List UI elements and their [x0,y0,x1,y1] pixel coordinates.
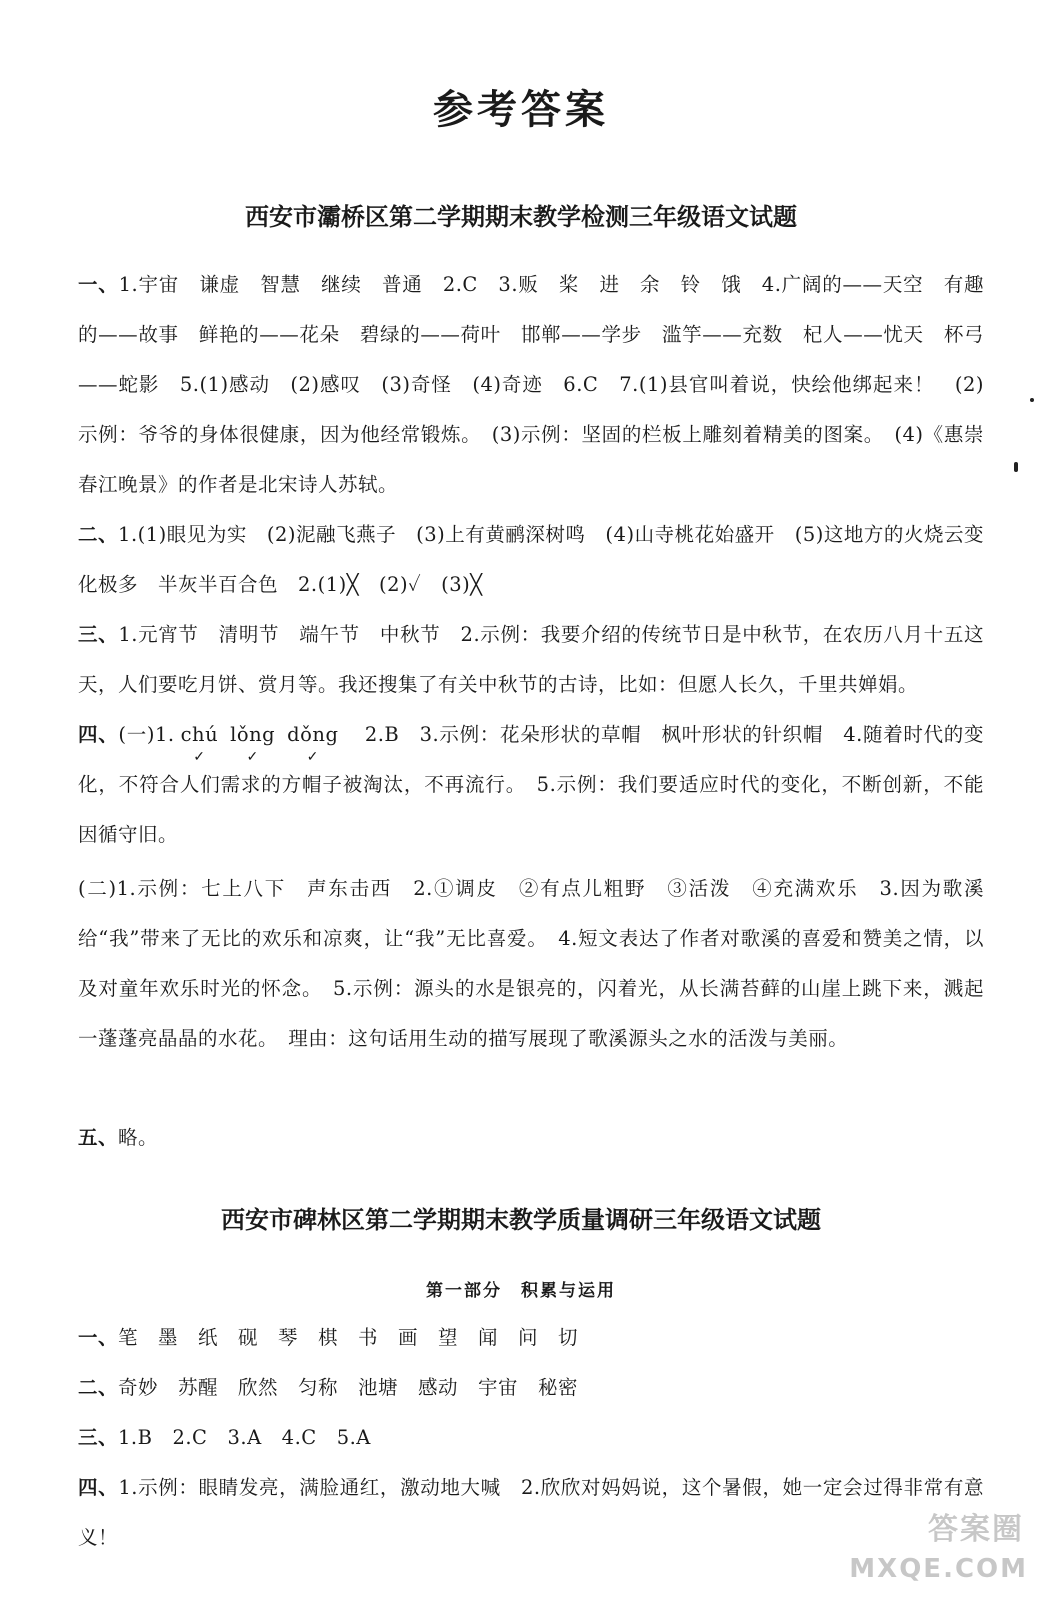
answer-text: 略。 [118,1126,159,1149]
answer-text: 笔 墨 纸 砚 琴 棋 书 画 望 闻 问 切 [118,1326,579,1349]
answer-text: 1.示例：眼睛发亮，满脸通红，激动地大喊 2.欣欣对妈妈说，这个暑假，她一定会过得非常有意义！ [78,1476,984,1549]
pinyin-syllable: lǒng ✓ [230,710,275,760]
answer-text: 1.元宵节 清明节 端午节 中秋节 2.示例：我要介绍的传统节日是中秋节，在农历八月十五这天，人们要吃月饼、赏月等。我还搜集了有关中秋节的古诗，比如：但愿人长久，千里共婵娟。 [78,623,984,696]
page-title: 参考答案 [433,86,609,133]
answer-block-4b [78,864,984,1064]
part-heading: 第一部分 积累与运用 [426,1281,616,1301]
question-number: 五、 [78,1126,119,1149]
scan-speck [1030,398,1034,402]
check-mark-icon: ✓ [193,749,206,765]
answer-block-b1 [78,1313,984,1363]
question-number: 二、 [78,1376,119,1399]
question-number: 二、 [78,523,119,546]
answer-block-4a [78,710,984,860]
answer-block-b3 [78,1413,984,1463]
pinyin-syllable: chú ✓ [181,710,219,760]
watermark-text-top: 答案圈 [928,1512,1024,1547]
pinyin-syllable: dǒng ✓ [287,710,338,760]
question-number: 四、 [78,723,119,746]
section-heading-beilin: 西安市碑林区第二学期期末教学质量调研三年级语文试题 [221,1206,821,1234]
answer-block-3 [78,610,984,710]
section-heading-baqiao: 西安市灞桥区第二学期期末教学检测三年级语文试题 [245,203,797,231]
answer-block-2 [78,510,984,610]
answer-text: (一)1. [118,723,175,746]
watermark-text-bottom: MXQE.COM [849,1554,1028,1584]
answer-block-b2 [78,1363,984,1413]
answer-text: 1.(1)眼见为实 (2)泥融飞燕子 (3)上有黄鹂深树鸣 (4)山寺桃花始盛开 (5)这地方的火烧云变化极多 半灰半百合色 2.(1)╳ (2)✓ (3)╳ [78,523,984,596]
scan-speck [1014,462,1018,472]
answer-block-b4 [78,1463,984,1563]
answer-text: 1.B 2.C 3.A 4.C 5.A [118,1426,371,1449]
check-mark-icon: ✓ [246,749,259,765]
check-mark-icon: ✓ [306,749,319,765]
question-number: 三、 [78,623,119,646]
answer-block-1 [78,260,984,510]
question-number: 一、 [78,1326,119,1349]
answer-text: 奇妙 苏醒 欣然 匀称 池塘 感动 宇宙 秘密 [118,1376,579,1399]
answer-block-5 [78,1113,984,1163]
watermark-logo [849,1504,1032,1594]
question-number: 四、 [78,1476,119,1499]
question-number: 一、 [78,273,119,296]
answer-text: 1.宇宙 谦虚 智慧 继续 普通 2.C 3.贩 桨 进 余 铃 饿 4.广阔的——天空 有趣的——故事 鲜艳的——花朵 碧绿的——荷叶 邯郸——学步 滥竽——充数 杞人——忧天 杯弓——蛇影 5.(1)感动 (2)感叹 (3)奇怪 (4)奇迹 6.C 7.(1)县官叫着说，快绘他绑起来！ (2)示例：爷爷的身体很健康，因为他经常锻炼。 (3)示例：坚固的栏板上雕刻着精美的图案。 (4)《惠崇春江晚景》的作者是北宋诗人苏轼。 [78,273,984,496]
question-number: 三、 [78,1426,119,1449]
answer-text: 2.B 3.示例：花朵形状的草帽 枫叶形状的针织帽 4.随着时代的变化，不符合人们需求的方帽子被淘汰，不再流行。 5.示例：我们要适应时代的变化，不断创新，不能因循守旧。 [78,723,984,846]
answer-text: (二)1.示例：七上八下 声东击西 2.①调皮 ②有点儿粗野 ③活泼 ④充满欢乐 3.因为歌溪给“我”带来了无比的欢乐和凉爽，让“我”无比喜爱。 4.短文表达了作者对歌溪的喜爱和赞美之情，以及对童年欢乐时光的怀念。 5.示例：源头的水是银亮的，闪着光，从长满苔藓的山崖上跳下来，溅起一蓬蓬亮晶晶的水花。 理由：这句话用生动的描写展现了歌溪源头之水的活泼与美丽。 [78,877,984,1050]
